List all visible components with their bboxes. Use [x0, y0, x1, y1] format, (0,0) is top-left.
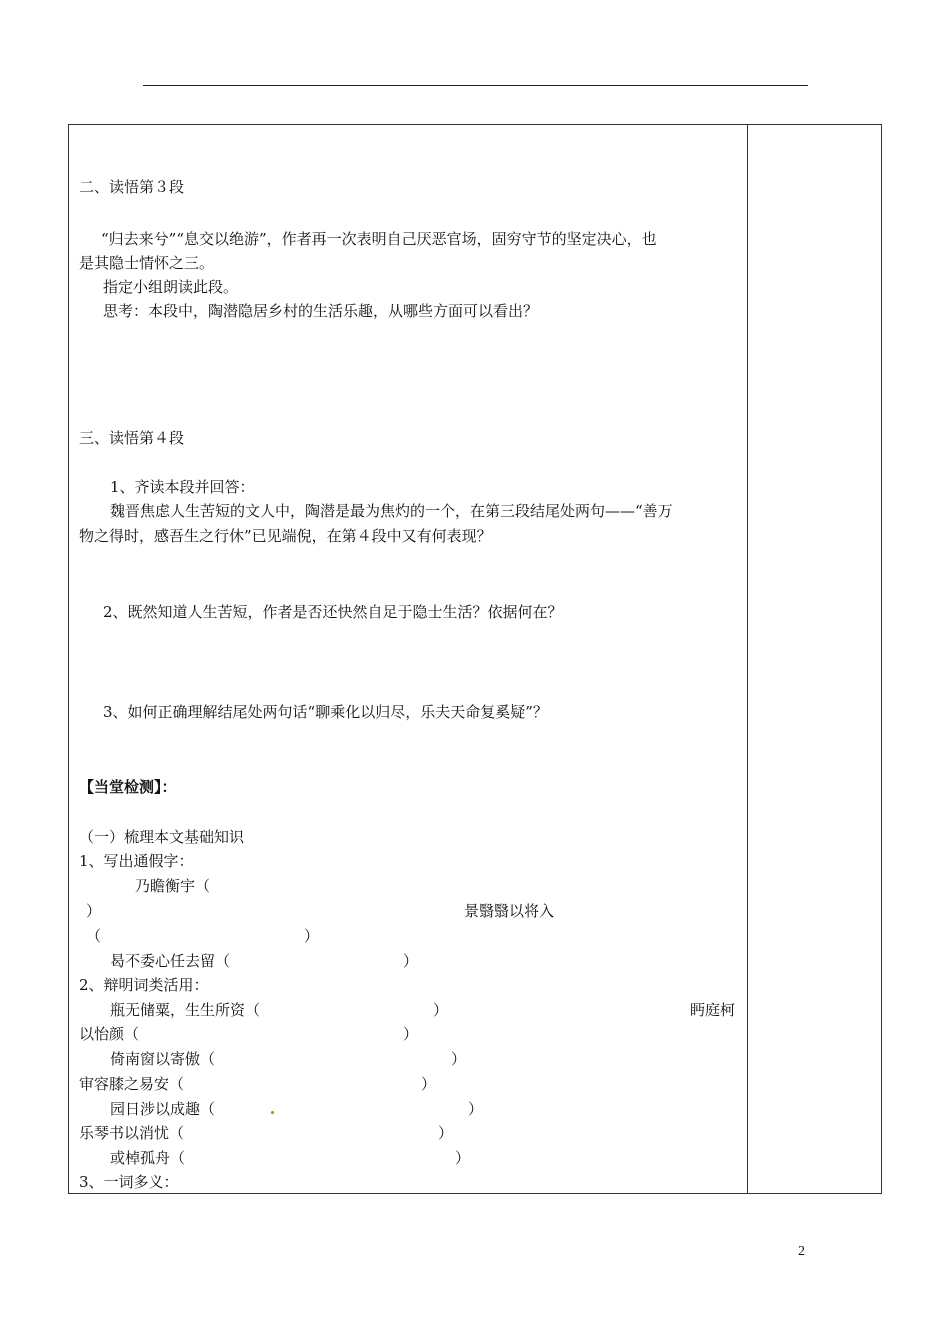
section2-instruction: 指定小组朗读此段。	[103, 278, 239, 296]
check-item1: 1、写出通假字：	[79, 852, 194, 870]
tongjia-3: 曷不委心任去留（	[110, 952, 231, 970]
page-number: 2	[798, 1244, 805, 1259]
huoyong-5-close: ）	[468, 1100, 484, 1118]
section3-q3: 3、如何正确理解结尾处两句话“聊乘化以归尽，乐夫天命复奚疑”？	[103, 703, 548, 721]
stray-dot-mark	[271, 1111, 274, 1114]
huoyong-4: 审容膝之易安（	[79, 1075, 185, 1093]
section3-heading: 三、读悟第４段	[79, 429, 185, 447]
huoyong-2-end: 以怡颜（	[79, 1025, 140, 1043]
huoyong-7: 或棹孤舟（	[110, 1149, 186, 1167]
huoyong-7-close: ）	[455, 1149, 471, 1167]
tongjia-2: 景翳翳以将入	[464, 902, 555, 920]
section2-paragraph-line1: “归去来兮”“息交以绝游”，作者再一次表明自己厌恶官场，固穷守节的坚定决心，也	[101, 230, 657, 248]
check-heading: 【当堂检测】：	[79, 778, 177, 796]
huoyong-1: 瓶无储粟，生生所资（	[110, 1001, 261, 1019]
huoyong-1-close: ）	[433, 1001, 449, 1019]
section2-question: 思考：本段中，陶潜隐居乡村的生活乐趣，从哪些方面可以看出？	[103, 302, 539, 320]
section2-heading: 二、读悟第３段	[79, 178, 185, 196]
header-rule	[143, 85, 808, 86]
huoyong-3: 倚南窗以寄傲（	[110, 1050, 216, 1068]
section3-q1-title: 1、齐读本段并回答：	[110, 478, 255, 496]
huoyong-2-start: 眄庭柯	[690, 1001, 736, 1019]
huoyong-4-close: ）	[421, 1075, 437, 1093]
huoyong-5: 园日涉以成趣（	[110, 1100, 216, 1118]
tongjia-2-open: （	[86, 927, 102, 945]
section3-q1-line2: 物之得时，感吾生之行休”已见端倪，在第４段中又有何表现？	[79, 527, 492, 545]
notes-column-divider	[747, 124, 748, 1194]
huoyong-6-close: ）	[438, 1124, 454, 1142]
section2-paragraph-line2: 是其隐士情怀之三。	[79, 254, 215, 272]
huoyong-3-close: ）	[451, 1050, 467, 1068]
tongjia-1: 乃瞻衡宇（	[135, 877, 211, 895]
huoyong-2-close: ）	[403, 1025, 419, 1043]
section3-q1-line1: 魏晋焦虑人生苦短的文人中，陶潜是最为焦灼的一个，在第三段结尾处两句——“善万	[110, 502, 673, 520]
section3-q2: 2、既然知道人生苦短，作者是否还快然自足于隐士生活？依据何在？	[103, 603, 563, 621]
check-item3: 3、一词多义：	[79, 1173, 179, 1191]
huoyong-6: 乐琴书以消忧（	[79, 1124, 185, 1142]
check-subheading: （一）梳理本文基础知识	[79, 828, 245, 846]
tongjia-1-close: ）	[86, 902, 102, 920]
tongjia-3-close: ）	[403, 952, 419, 970]
check-item2: 2、辩明词类活用：	[79, 976, 209, 994]
tongjia-2-close: ）	[304, 927, 320, 945]
